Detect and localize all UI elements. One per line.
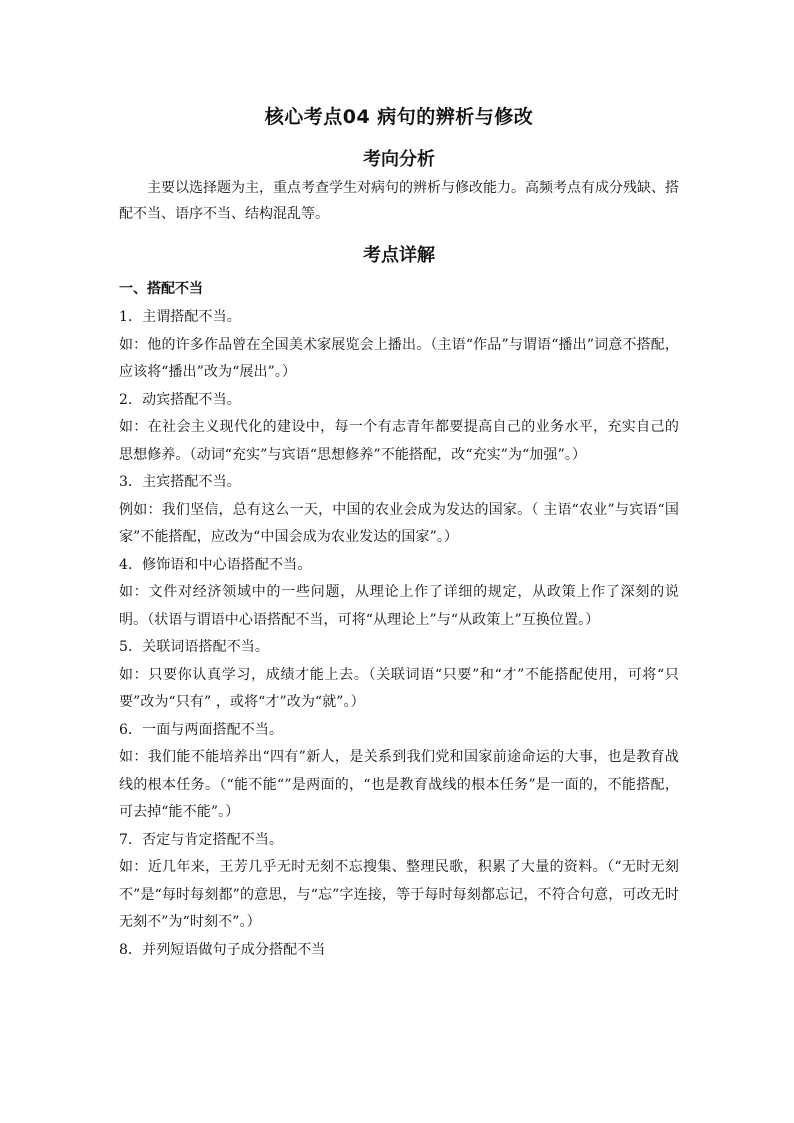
analysis-heading: 考向分析	[363, 149, 435, 170]
point-example: 如：只要你认真学习，成绩才能上去。（关联词语“只要”和“才”不能搭配使用，可将“只要”改为“只有” ，或将“才”改为“就”。）	[119, 666, 679, 710]
point-item	[119, 304, 679, 387]
details-heading: 考点详解	[363, 245, 435, 266]
point-item	[119, 634, 679, 717]
details-body	[119, 275, 679, 964]
point-item	[119, 827, 679, 937]
point-example: 如：文件对经济领域中的一些问题，从理论上作了详细的规定，从政策上作了深刻的说明。（状语与谓语中心语搭配不当，可将“从理论上”与“从政策上”互换位置。）	[119, 584, 679, 628]
point-title: 5．关联词语搭配不当。	[119, 639, 270, 655]
subheading-collocation: 一、搭配不当	[119, 281, 203, 297]
point-example: 如：在社会主义现代化的建设中，每一个有志青年都要提高自己的业务水平，充实自己的思想修养。（动词“充实”与宾语“思想修养”不能搭配，改“充实”为“加强”。）	[119, 419, 679, 463]
point-item	[119, 717, 679, 827]
point-example: 例如：我们坚信，总有这么一天，中国的农业会成为发达的国家。（ 主语“农业”与宾语“国家”不能搭配，应改为“中国会成为农业发达的国家”。）	[119, 501, 679, 545]
point-title: 8．并列短语做句子成分搭配不当	[119, 941, 326, 958]
point-title: 1．主谓搭配不当。	[119, 309, 241, 325]
point-item	[119, 469, 679, 552]
document-title: 核心考点04 病句的辨析与修改	[264, 106, 534, 128]
point-example: 如：他的许多作品曾在全国美术家展览会上播出。（主语“作品”与谓语“播出”词意不搭配，应该将“播出”改为“展出”。）	[119, 336, 679, 380]
point-title: 3．主宾搭配不当。	[119, 474, 241, 490]
point-item	[119, 387, 679, 470]
point-title: 4．修饰语和中心语搭配不当。	[119, 556, 312, 573]
point-example: 如：近几年来，王芳几乎无时无刻不忘搜集、整理民歌，积累了大量的资料。（“无时无刻不”是“每时每刻都”的意思，与“忘”字连接，等于每时每刻都忘记，不符合句意，可改无时无刻不”为“时刻不”。）	[119, 859, 679, 930]
point-item	[119, 552, 679, 635]
page-content	[119, 104, 679, 964]
point-item	[119, 937, 679, 965]
point-example: 如：我们能不能培养出“四有”新人，是关系到我们党和国家前途命运的大事，也是教育战线的根本任务。（“能不能“”是两面的，“也是教育战线的根本任务”是一面的，不能搭配，可去掉“能不能”。）	[119, 749, 679, 820]
point-title: 2．动宾搭配不当。	[119, 391, 241, 408]
point-title: 7．否定与肯定搭配不当。	[119, 831, 284, 848]
analysis-paragraph: 主要以选择题为主，重点考查学生对病句的辨析与修改能力。高频考点有成分残缺、搭配不当、语序不当、结构混乱等。	[119, 180, 679, 222]
point-title: 6．一面与两面搭配不当。	[119, 721, 284, 738]
